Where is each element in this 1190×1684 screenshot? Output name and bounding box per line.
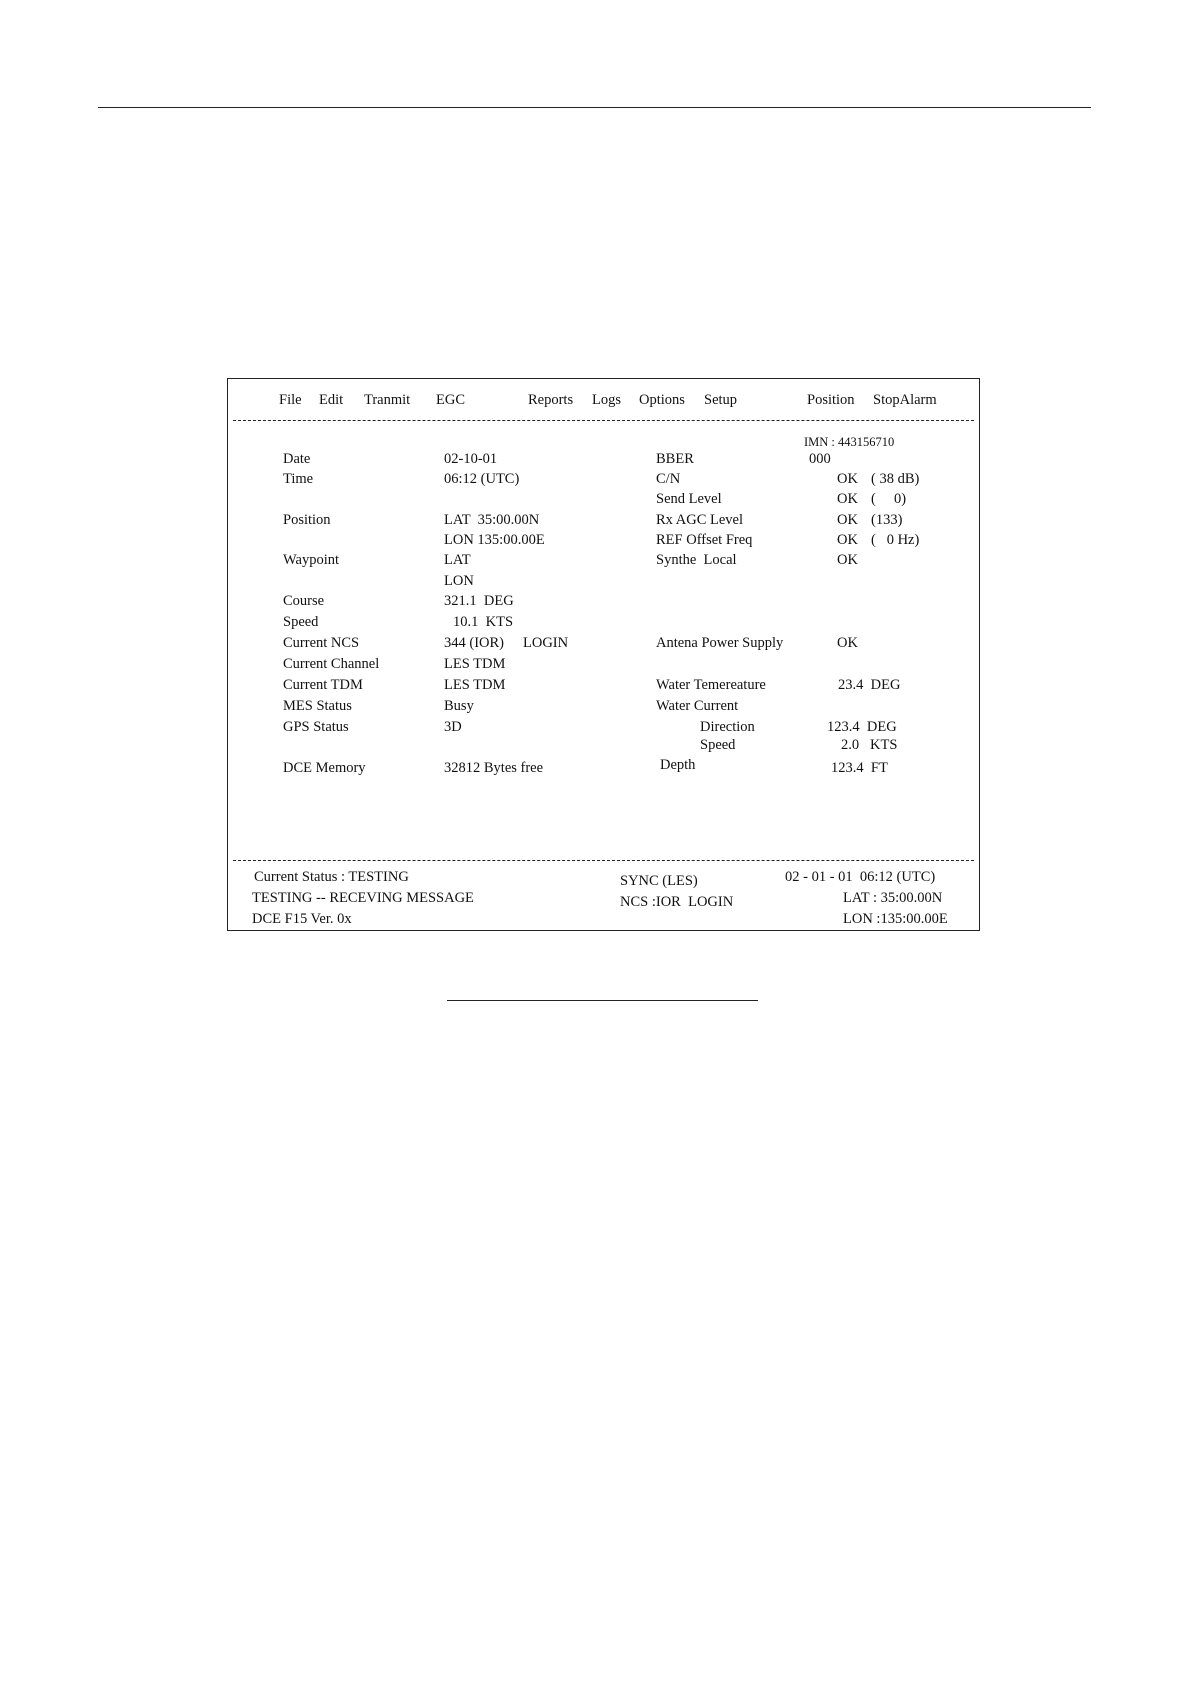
current-channel-label: Current Channel <box>283 656 380 672</box>
testing-message-text: TESTING -- RECEVING MESSAGE <box>252 890 474 906</box>
water-temperature-value: 23.4 DEG <box>838 677 901 693</box>
position-label: Position <box>283 512 331 528</box>
cn-value: ( 38 dB) <box>871 471 920 487</box>
speed-label: Speed <box>283 614 319 630</box>
depth-value: 123.4 FT <box>831 760 888 776</box>
current-tdm-label: Current TDM <box>283 677 363 693</box>
send-level-value: ( 0) <box>871 491 907 507</box>
current-speed-label: Speed <box>700 737 736 753</box>
bber-label: BBER <box>656 451 694 467</box>
gps-status-value: 3D <box>444 719 462 735</box>
ref-offset-freq-value: ( 0 Hz) <box>871 532 920 548</box>
date-label: Date <box>283 451 311 467</box>
current-ncs-value: 344 (IOR) <box>444 635 505 651</box>
current-channel-value: LES TDM <box>444 656 506 672</box>
menu-setup[interactable]: Setup <box>704 392 738 408</box>
ref-offset-freq-label: REF Offset Freq <box>656 532 753 548</box>
menu-options[interactable]: Options <box>639 392 685 408</box>
course-value: 321.1 DEG <box>444 593 514 609</box>
sync-status-text: SYNC (LES) <box>620 873 698 889</box>
menu-transmit[interactable]: Tranmit <box>364 392 411 408</box>
terminal-screen <box>227 378 980 931</box>
menu-reports[interactable]: Reports <box>528 392 574 408</box>
current-ncs-label: Current NCS <box>283 635 360 651</box>
ncs-status-text: NCS :IOR LOGIN <box>620 894 734 910</box>
caption-rule <box>447 1000 758 1001</box>
antena-power-supply-status: OK <box>837 635 858 651</box>
direction-value: 123.4 DEG <box>827 719 897 735</box>
water-temperature-label: Water Temereature <box>656 677 766 693</box>
menu-logs[interactable]: Logs <box>592 392 621 408</box>
position-lat-value: LAT 35:00.00N <box>444 512 540 528</box>
gps-status-label: GPS Status <box>283 719 349 735</box>
direction-label: Direction <box>700 719 755 735</box>
menu-edit[interactable]: Edit <box>319 392 344 408</box>
rx-agc-level-value: (133) <box>871 512 903 528</box>
status-datetime: 02 - 01 - 01 06:12 (UTC) <box>785 869 936 885</box>
send-level-status: OK <box>837 491 858 507</box>
waypoint-lat-value: LAT <box>444 552 471 568</box>
rx-agc-level-status: OK <box>837 512 858 528</box>
rx-agc-level-label: Rx AGC Level <box>656 512 743 528</box>
dce-memory-value: 32812 Bytes free <box>444 760 544 776</box>
bber-value: 000 <box>809 451 831 467</box>
ref-offset-freq-status: OK <box>837 532 858 548</box>
cn-status: OK <box>837 471 858 487</box>
version-text: DCE F15 Ver. 0x <box>252 911 352 927</box>
page-top-rule <box>98 107 1091 108</box>
menu-divider <box>233 420 974 421</box>
waypoint-lon-value: LON <box>444 573 474 589</box>
position-lon-value: LON 135:00.00E <box>444 532 545 548</box>
cn-label: C/N <box>656 471 681 487</box>
current-speed-value: 2.0 KTS <box>841 737 898 753</box>
imn-number: IMN : 443156710 <box>804 435 895 449</box>
current-tdm-value: LES TDM <box>444 677 506 693</box>
depth-label: Depth <box>660 757 696 773</box>
dce-memory-label: DCE Memory <box>283 760 366 776</box>
menu-egc[interactable]: EGC <box>436 392 465 408</box>
waypoint-label: Waypoint <box>283 552 340 568</box>
status-divider <box>233 860 974 861</box>
synthe-local-status: OK <box>837 552 858 568</box>
status-latitude: LAT : 35:00.00N <box>843 890 943 906</box>
water-current-label: Water Current <box>656 698 739 714</box>
send-level-label: Send Level <box>656 491 722 507</box>
time-label: Time <box>283 471 314 487</box>
menu-position[interactable]: Position <box>807 392 855 408</box>
menu-file[interactable]: File <box>279 392 302 408</box>
mes-status-value: Busy <box>444 698 474 714</box>
synthe-local-label: Synthe Local <box>656 552 737 568</box>
current-status-text: Current Status : TESTING <box>254 869 409 885</box>
date-value: 02-10-01 <box>444 451 498 467</box>
current-ncs-login: LOGIN <box>523 635 569 651</box>
mes-status-label: MES Status <box>283 698 352 714</box>
speed-value: 10.1 KTS <box>453 614 514 630</box>
status-longitude: LON :135:00.00E <box>843 911 948 927</box>
menu-stop-alarm[interactable]: StopAlarm <box>873 392 937 408</box>
time-value: 06:12 (UTC) <box>444 471 520 487</box>
course-label: Course <box>283 593 325 609</box>
antena-power-supply-label: Antena Power Supply <box>656 635 784 651</box>
